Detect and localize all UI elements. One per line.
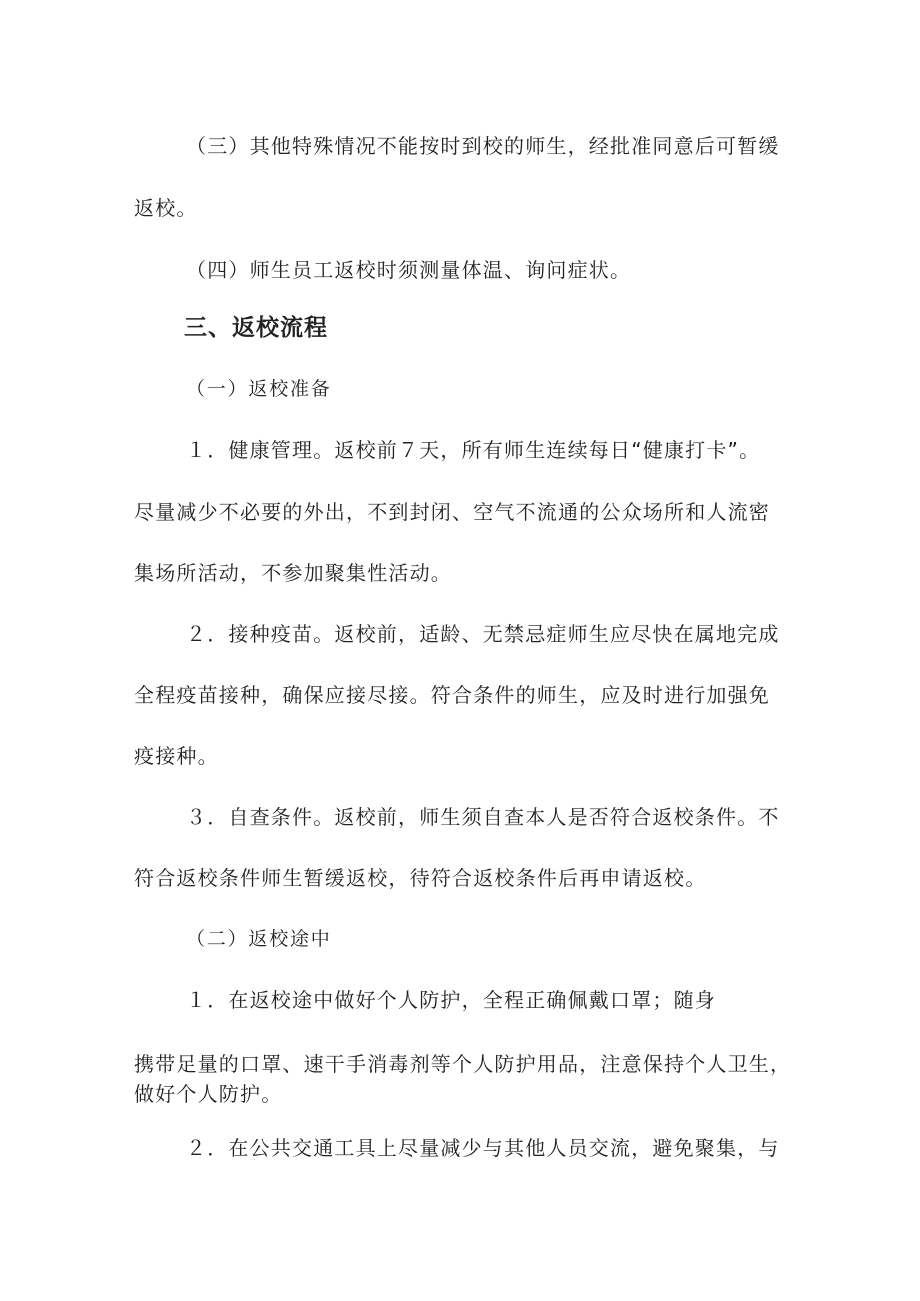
paragraph-4: （四）师生员工返校时须测量体温、询问症状。 — [186, 258, 632, 282]
item-3-line-2: 符合返校条件师生暂缓返校，待符合返校条件后再申请返校。 — [134, 866, 707, 890]
item-1-line-3: 集场所活动，不参加聚集性活动。 — [134, 561, 452, 585]
paragraph-3-line-1: （三）其他特殊情况不能按时到校的师生，经批准同意后可暂缓 — [186, 134, 780, 158]
item-3-line-1: ３．自查条件。返校前，师生须自查本人是否符合返校条件。不 — [186, 805, 780, 829]
item-2-line-1: ２．接种疫苗。返校前，适龄、无禁忌症师生应尽快在属地完成 — [186, 622, 780, 646]
item-1-line-2: 尽量减少不必要的外出，不到封闭、空气不流通的公众场所和人流密 — [134, 500, 770, 524]
subsection-1-title: （一）返校准备 — [186, 378, 332, 400]
section-heading-3: 三、返校流程 — [184, 315, 328, 341]
item-1-line-1: １．健康管理。返校前７天，所有师生连续每日“健康打卡”。 — [186, 438, 761, 462]
paragraph-3-line-2: 返校。 — [134, 196, 198, 220]
route-item-1-line-1: １．在返校途中做好个人防护，全程正确佩戴口罩；随身 — [186, 988, 716, 1012]
route-item-2-line-1: ２．在公共交通工具上尽量减少与其他人员交流，避免聚集，与 — [186, 1136, 780, 1160]
route-item-1-line-2: 携带足量的口罩、速干手消毒剂等个人防护用品，注意保持个人卫生， — [134, 1052, 792, 1076]
subsection-2-title: （二）返校途中 — [186, 928, 332, 950]
route-item-1-line-3: 做好个人防护。 — [134, 1082, 283, 1106]
item-2-line-3: 疫接种。 — [134, 744, 219, 768]
item-2-line-2: 全程疫苗接种，确保应接尽接。符合条件的师生，应及时进行加强免 — [134, 683, 770, 707]
